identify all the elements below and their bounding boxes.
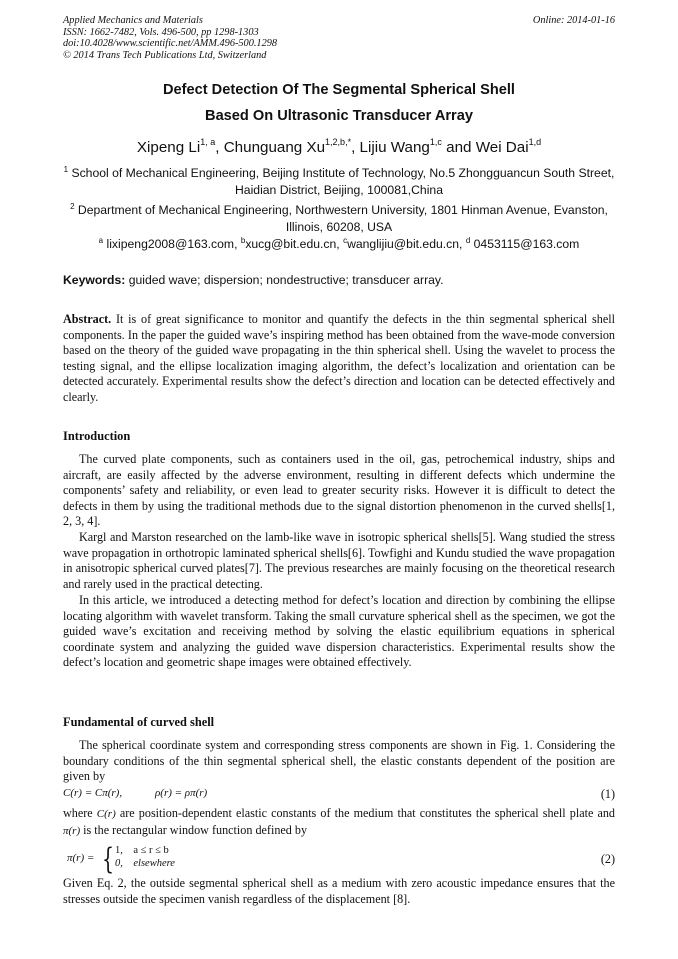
- doi-line: doi:10.4028/www.scientific.net/AMM.496-500.1298: [63, 38, 278, 50]
- author-separator: ,: [215, 139, 224, 156]
- email-link[interactable]: 0453115@163.com: [473, 237, 580, 251]
- equation-1-right: ρ(r) = ρπ(r): [155, 787, 208, 799]
- copyright-line: © 2014 Trans Tech Publications Ltd, Switzerland: [63, 49, 267, 61]
- affiliation-text: Department of Mechanical Engineering, Northwestern University, 1801 Hinman Avenue, Evanston, Illinois, 60208, USA: [77, 203, 608, 234]
- paper-title-line-1: Defect Detection Of The Segmental Spherical Shell: [163, 82, 515, 98]
- abstract-paragraph: [63, 312, 615, 406]
- affiliation-text: School of Mechanical Engineering, Beijing Institute of Technology, No.5 Zhongguancun South Street, Haidian District, Beijing, 100081,China: [71, 166, 615, 197]
- section-heading-fundamental: Fundamental of curved shell: [63, 715, 215, 729]
- left-brace-icon: {: [102, 842, 114, 876]
- issn-line: ISSN: 1662-7482, Vols. 496-500, pp 1298-1303: [63, 26, 259, 38]
- email-link[interactable]: xucg@bit.edu.cn: [245, 237, 337, 251]
- abstract-text: It is of great significance to monitor and quantify the defects in the thin segmental spherical shell components. In the paper the guided wave’s inspiring method has been obtained from the wave-mode conversion based on the theory of the guided wave propagating in the thin spherical shell. Using the wavelet to process the testing signal, and the ellipse localization imaging algorithm, the defect’s localization and orientation can be detected accurately. Experimental results show the defect’s direction and location can be detected effectively and clearly.: [63, 312, 615, 404]
- equation-2-case-1: 1, a ≤ r ≤ b: [115, 845, 169, 856]
- email-link[interactable]: wanglijiu@bit.edu.cn: [347, 237, 460, 251]
- email-marker: d: [465, 236, 471, 245]
- affiliation-marker: 1: [63, 165, 69, 174]
- where-text-b: are position-dependent elastic constants of the medium that constitutes the spherical shell plate and: [119, 806, 615, 820]
- keywords-label: Keywords:: [63, 273, 126, 287]
- online-date: Online: 2014-01-16: [532, 15, 615, 26]
- equation-2-lhs: π(r) =: [67, 852, 95, 864]
- journal-name: Applied Mechanics and Materials: [63, 15, 203, 26]
- fundamental-paragraph-2: Given Eq. 2, the outside segmental spherical shell as a medium with zero acoustic impedance ensures that the stresses outside the specimen vanish regardless of the displacement [8].: [63, 876, 615, 906]
- equation-2-number: (2): [600, 852, 615, 866]
- author-superscript: 1,c: [429, 137, 442, 147]
- where-text-a: where: [63, 806, 93, 820]
- where-paragraph: [63, 806, 615, 839]
- email-list: $^a$ lixipeng2008@163.com, $^b$xucg@bit.edu.cn, $^c$wanglijiu@bit.edu.cn, $^d$ 0453115@163.com: [98, 236, 580, 251]
- affiliation-1: [63, 165, 615, 198]
- abstract-label: Abstract.: [63, 312, 112, 326]
- equation-2-case-2: 0, elsewhere: [115, 858, 175, 869]
- email-marker: c: [343, 236, 348, 245]
- intro-paragraph-2: Kargl and Marston researched on the lamb-like wave in isotropic spherical shells[5]. Wang studied the stress wave propagation in orthotropic laminated spherical shells[6]. Towfighi and Kundu studied the wave propagation in anisotropic spherical curved plates[7]. The previous researches are mainly focusing on the theoretical research and rarely used in the practical detecting.: [63, 530, 615, 591]
- email-marker: b: [240, 236, 246, 245]
- fundamental-paragraph-1: The spherical coordinate system and corresponding stress components are shown in Fig. 1. Considering the boundary conditions of the thin segmental spherical shell, the elastic constants dependent of the position are given by: [63, 738, 615, 784]
- where-text-c: is the rectangular window function defined by: [83, 822, 308, 837]
- author-superscript: 1,d: [528, 137, 542, 147]
- author-name: Xipeng Li: [136, 139, 201, 156]
- equation-1-left: C(r) = Cπ(r),: [63, 787, 123, 799]
- author-list: [40, 139, 638, 156]
- author-superscript: 1,2,b,*: [325, 137, 352, 147]
- symbol-pi-of-r: π(r): [63, 824, 81, 837]
- author-name: Chunguang Xu: [223, 139, 326, 156]
- intro-paragraph-1: The curved plate components, such as containers used in the oil, gas, petrochemical industry, ships and aircraft, are easily affected by the adverse environment, resulting in different defects which undermine the components’ safety and reliability, or even lead to greater security risks. However it is difficult to detect the defects in them by using the traditional methods due to the signal distortion phenomenon in the curved shells[1, 2, 3, 4].: [63, 452, 615, 529]
- author-superscript: 1, a: [200, 137, 216, 147]
- author-name: Lijiu Wang: [359, 139, 430, 156]
- email-marker: a: [98, 236, 104, 245]
- equation-2: [63, 842, 615, 876]
- section-heading-introduction: Introduction: [63, 429, 131, 443]
- affiliation-2: [63, 202, 615, 235]
- intro-paragraph-3: In this article, we introduced a detecting method for defect’s location and direction by combining the ellipse locating algorithm with wavelet transform. Taking the small curvature spherical shell as the specimen, we got the guided wave’s excitation and receiving method by solving the elastic equilibrium equations in spherical coordinate system and analyzing the guided wave dispersion characteristics. Experimental results show the defect’s location and geometric shape images were obtained effectively.: [63, 593, 615, 670]
- equation-1: [63, 787, 615, 803]
- author-separator: ,: [351, 139, 360, 156]
- journal-header: [63, 15, 277, 61]
- paper-title-line-2: Based On Ultrasonic Transducer Array: [205, 108, 473, 124]
- author-name: Wei Dai: [475, 139, 529, 156]
- symbol-c-of-r: C(r): [96, 808, 116, 820]
- keywords-text: guided wave; dispersion; nondestructive; transducer array.: [128, 273, 444, 287]
- email-link[interactable]: lixipeng2008@163.com: [106, 237, 235, 251]
- equation-1-number: (1): [600, 787, 615, 801]
- author-separator: and: [441, 139, 476, 156]
- keywords-line: [63, 273, 444, 287]
- affiliation-marker: 2: [70, 202, 75, 211]
